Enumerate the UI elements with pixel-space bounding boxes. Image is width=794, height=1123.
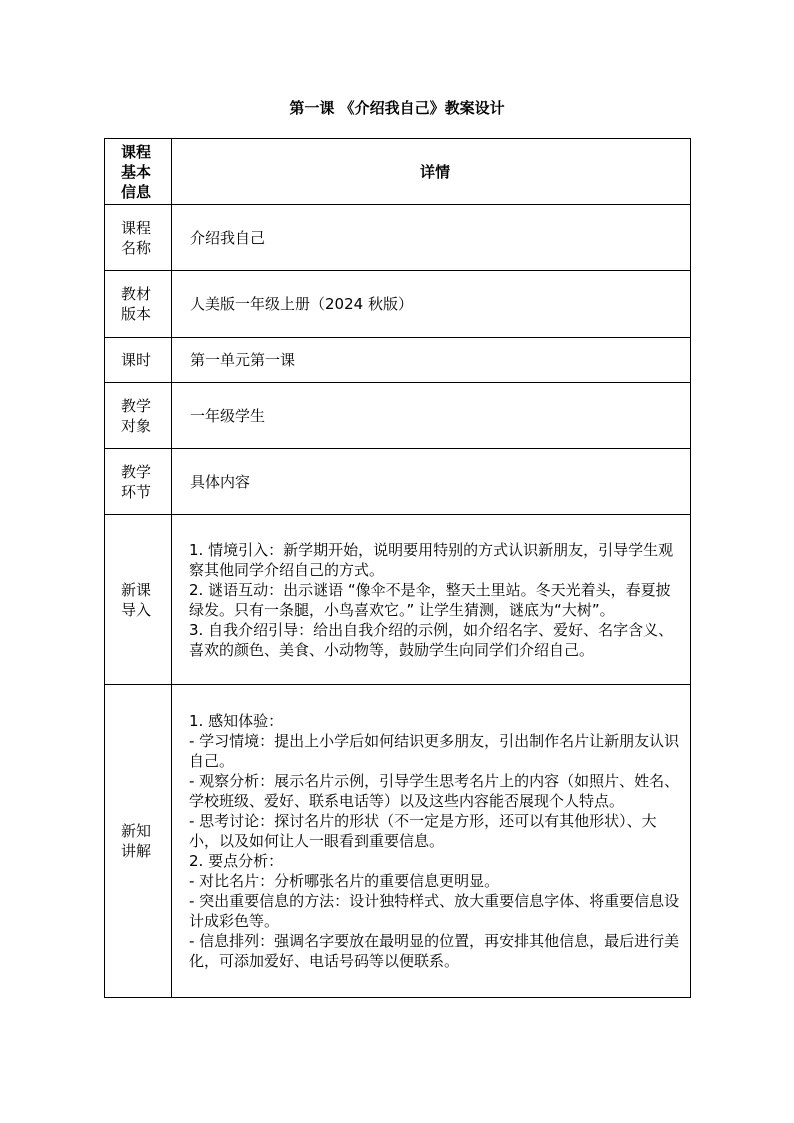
table-row-textbook bbox=[105, 271, 691, 338]
row-label: 新知讲解 bbox=[105, 685, 172, 998]
intro-line: 1. 情境引入：新学期开始，说明要用特别的方式认识新朋友，引导学生观察其他同学介绍自己的方式。 bbox=[189, 540, 674, 579]
knowledge-line: - 信息排列：强调名字要放在最明显的位置，再安排其他信息，最后进行美化，可添加爱好、电话号码等以便联系。 bbox=[189, 932, 680, 970]
page-title: 第一课 《介绍我自己》教案设计 bbox=[289, 99, 505, 117]
table-row-audience bbox=[105, 383, 691, 449]
knowledge-line: 1. 感知体验： bbox=[189, 712, 284, 730]
knowledge-line: - 观察分析：展示名片示例，引导学生思考名片上的内容（如照片、姓名、学校班级、爱好、联系电话等）以及这些内容能否展现个人特点。 bbox=[189, 772, 680, 810]
row-value: 具体内容 bbox=[172, 449, 691, 515]
header-label-cell: 课程基本信息 bbox=[105, 139, 172, 205]
table-row-intro bbox=[105, 515, 691, 685]
lesson-plan-table bbox=[104, 138, 691, 998]
knowledge-line: - 突出重要信息的方法：设计独特样式、放大重要信息字体、将重要信息设计成彩色等。 bbox=[189, 892, 680, 930]
row-label: 新课导入 bbox=[105, 515, 172, 685]
table-row-teaching-stage bbox=[105, 449, 691, 515]
row-label: 课程名称 bbox=[105, 205, 172, 271]
header-value-cell: 详情 bbox=[172, 139, 691, 205]
row-value: 第一单元第一课 bbox=[172, 338, 691, 383]
row-label: 教学对象 bbox=[105, 383, 172, 449]
knowledge-line: - 思考讨论：探讨名片的形状（不一定是方形，还可以有其他形状）、大小，以及如何让人一眼看到重要信息。 bbox=[189, 812, 657, 850]
row-label: 教学环节 bbox=[105, 449, 172, 515]
intro-line: 3. 自我介绍引导：给出自我介绍的示例，如介绍名字、爱好、名字含义、喜欢的颜色、美食、小动物等，鼓励学生向同学们介绍自己。 bbox=[189, 620, 674, 659]
knowledge-line: - 学习情境：提出上小学后如何结识更多朋友，引出制作名片让新朋友认识自己。 bbox=[189, 732, 680, 770]
table-row-new-knowledge bbox=[105, 685, 691, 998]
row-label: 课时 bbox=[105, 338, 172, 383]
intro-content bbox=[172, 515, 691, 685]
row-value: 介绍我自己 bbox=[172, 205, 691, 271]
intro-line: 2. 谜语互动：出示谜语 “像伞不是伞，整天土里站。冬天光着头，春夏披绿发。只有一条腿，小鸟喜欢它。” 让学生猜测，谜底为“大树”。 bbox=[189, 580, 671, 619]
row-value: 人美版一年级上册（2024 秋版） bbox=[172, 271, 691, 338]
table-row-course-name bbox=[105, 205, 691, 271]
knowledge-line: 2. 要点分析： bbox=[189, 852, 284, 870]
knowledge-line: - 对比名片：分析哪张名片的重要信息更明显。 bbox=[189, 872, 500, 890]
row-value: 一年级学生 bbox=[172, 383, 691, 449]
row-label: 教材版本 bbox=[105, 271, 172, 338]
table-row-period bbox=[105, 338, 691, 383]
table-header-row bbox=[105, 139, 691, 205]
new-knowledge-content bbox=[172, 685, 691, 998]
